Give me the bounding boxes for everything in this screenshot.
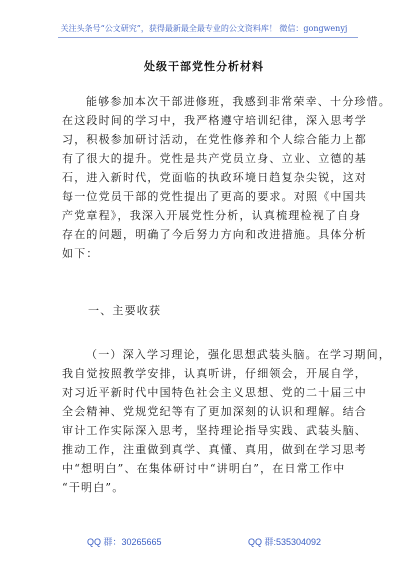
paragraph-line: 每一位党员干部的党性提出了更高的要求。对照《中国共	[62, 190, 367, 203]
intro-paragraph	[62, 92, 391, 263]
paragraph-line: 对习近平新时代中国特色社会主义思想、党的二十届三中	[62, 386, 367, 399]
paragraph-line: 在这段时间的学习中，我严格遵守培训纪律，深入思考学	[62, 114, 367, 127]
paragraph-line: 产党章程》，我深入开展党性分析，认真梳理检视了自身	[62, 209, 362, 222]
paragraph-line: 我自觉按照教学安排，认真听讲，仔细领会，开展自学，	[62, 367, 367, 380]
section-heading: 一、主要收获	[88, 304, 162, 317]
header-divider	[58, 37, 358, 38]
page-footer	[0, 535, 408, 548]
paragraph-line: 如下：	[62, 247, 99, 260]
paragraph-line: 石，进入新时代，党面临的执政环境日趋复杂尖锐，这对	[62, 171, 367, 184]
paragraph-line: “干明白”。	[62, 481, 125, 494]
paragraph-line: 有了很大的提升。党性是共产党员立身、立业、立德的基	[62, 152, 367, 165]
page-header-banner: 关注头条号“公文研究”，获得最新最全最专业的公文资料库！ 微信：gongwenyj	[60, 24, 348, 33]
paragraph-line: 中“想明白”、在集体研讨中“讲明白”，在日常工作中	[62, 462, 346, 475]
document-title: 处级干部党性分析材料	[144, 60, 264, 73]
paragraph-line: 全会精神、党规党纪等有了更加深刻的认识和理解。结合	[62, 405, 367, 418]
footer-qq-group-1: QQ 群：30265665	[86, 537, 162, 547]
footer-qq-group-2: QQ 群:535304092	[248, 537, 322, 547]
paragraph-line: 存在的问题，明确了今后努力方向和改进措施。具体分析	[62, 228, 367, 241]
section-paragraph	[62, 345, 391, 497]
paragraph-line: 习，积极参加研讨活动，在党性修养和个人综合能力上都	[62, 133, 367, 146]
paragraph-line: （一）深入学习理论，强化思想武装头脑。在学习期间，	[86, 348, 391, 361]
paragraph-line: 能够参加本次干部进修班，我感到非常荣幸、十分珍惜。	[86, 95, 391, 108]
paragraph-line: 推动工作，注重做到真学、真懂、真用，做到在学习思考	[62, 443, 367, 456]
paragraph-line: 审计工作实际深入思考，坚持理论指导实践、武装头脑、	[62, 424, 367, 437]
